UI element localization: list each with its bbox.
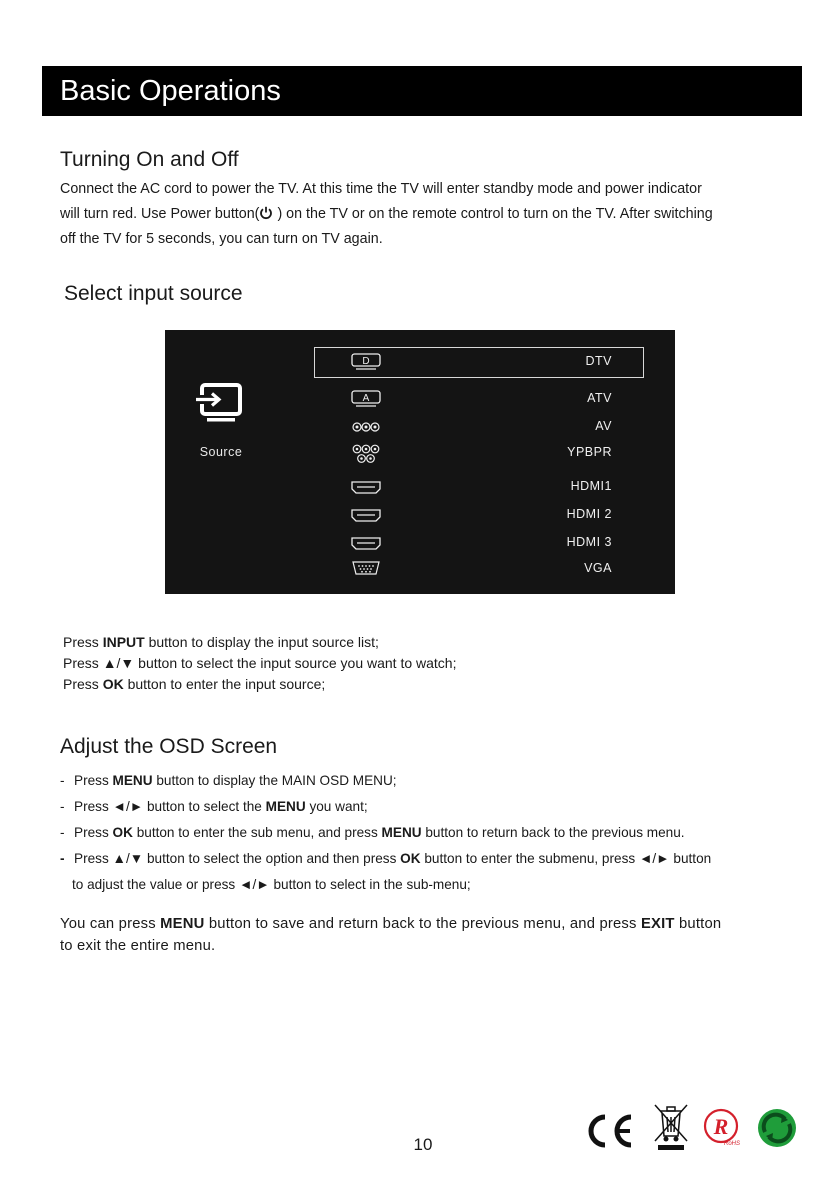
step-key: INPUT [102, 634, 145, 650]
green-dot-icon [755, 1107, 799, 1149]
closing-line-1 [60, 913, 721, 935]
bullet-key: MENU [112, 773, 153, 788]
dtv-icon [350, 352, 382, 372]
turning-paragraph [60, 177, 713, 252]
source-input-icon [193, 382, 249, 426]
step-line-2 [63, 653, 456, 674]
step-key: OK [102, 676, 124, 692]
source-item-dtv[interactable] [315, 352, 645, 372]
step-line-1 [63, 632, 456, 653]
closing-text: button [674, 916, 722, 932]
bullet-dash: - [60, 773, 65, 788]
bullet-key: OK [400, 851, 421, 866]
rohs-text: RoHS [723, 1141, 740, 1147]
osd-bullet-1 [60, 768, 711, 794]
av-icon [350, 417, 382, 437]
closing-text: button to save and return back to the previous menu, and press [204, 916, 641, 932]
source-label: Source [199, 445, 243, 459]
step-text: button to enter the input source; [123, 676, 326, 692]
turning-line-1: Connect the AC cord to power the TV. At this time the TV will enter standby mode and power indicator [60, 181, 702, 197]
bullet-text: button to display the MAIN OSD MENU; [152, 773, 397, 788]
source-item-label: HDMI1 [570, 479, 612, 493]
source-item-label: YPBPR [567, 445, 612, 459]
bullet-text: button to return back to the previous menu. [421, 825, 685, 840]
step-line-3 [63, 674, 456, 695]
source-item-label: VGA [584, 561, 612, 575]
hdmi-icon [350, 477, 382, 497]
osd-bullet-4 [60, 846, 711, 898]
bullet-text: Press [74, 773, 113, 788]
source-item-atv[interactable] [315, 389, 645, 409]
weee-bin-icon [652, 1102, 690, 1152]
osd-heading: Adjust the OSD Screen [60, 735, 278, 758]
source-item-label: HDMI 2 [566, 507, 612, 521]
select-heading: Select input source [64, 282, 243, 305]
osd-instructions [60, 768, 711, 898]
bullet-key: MENU [381, 825, 422, 840]
bullet-dash: - [60, 825, 65, 840]
atv-icon [350, 389, 382, 409]
svg-text:D: D [362, 356, 370, 367]
closing-line-2: to exit the entire menu. [60, 938, 216, 954]
section-header [42, 66, 802, 116]
bullet-text: Press ◄/► button to select the [74, 799, 266, 814]
turning-heading: Turning On and Off [60, 148, 239, 171]
closing-key: MENU [160, 916, 205, 932]
vga-icon [350, 559, 382, 579]
source-item-label: AV [595, 419, 612, 433]
section-title: Basic Operations [60, 75, 281, 107]
input-steps [63, 632, 456, 695]
source-item-label: DTV [585, 354, 612, 368]
rohs-logo-icon [702, 1107, 740, 1147]
bullet-continuation: to adjust the value or press ◄/► button to select in the sub-menu; [72, 877, 471, 892]
turning-line-2 [60, 202, 713, 227]
step-text: Press [63, 676, 103, 692]
step-text: button to display the input source list; [144, 634, 379, 650]
source-item-hdmi1[interactable] [315, 477, 645, 497]
bullet-key: OK [112, 825, 133, 840]
turning-line-2-pre: will turn red. Use Power button( [60, 206, 260, 222]
bullet-dash: - [60, 799, 65, 814]
osd-bullet-2 [60, 794, 711, 820]
svg-text:R: R [713, 1114, 729, 1139]
hdmi-icon [350, 505, 382, 525]
turning-line-3: off the TV for 5 seconds, you can turn on TV again. [60, 231, 383, 247]
step-text: Press [63, 655, 103, 671]
source-item-label: ATV [587, 391, 612, 405]
svg-text:A: A [362, 393, 370, 404]
step-text: ▲/▼ button to select the input source you want to watch; [102, 655, 457, 671]
page-number: 10 [413, 1135, 433, 1154]
step-text: Press [63, 634, 103, 650]
power-icon [259, 206, 273, 220]
source-item-hdmi2[interactable] [315, 505, 645, 525]
bullet-key: MENU [265, 799, 306, 814]
source-item-hdmi3[interactable] [315, 533, 645, 553]
source-item-av[interactable] [315, 417, 645, 437]
hdmi-icon [350, 533, 382, 553]
bullet-text: Press [74, 825, 113, 840]
bullet-text: button to enter the sub menu, and press [132, 825, 382, 840]
closing-key: EXIT [640, 916, 675, 932]
ce-mark-icon [585, 1113, 637, 1149]
turning-line-2-post: ) on the TV or on the remote control to turn on the TV. After switching [277, 206, 713, 222]
osd-bullet-3 [60, 820, 711, 846]
source-item-label: HDMI 3 [566, 535, 612, 549]
bullet-text: button to enter the submenu, press ◄/► button [420, 851, 712, 866]
bullet-text: Press ▲/▼ button to select the option and then press [74, 851, 401, 866]
source-osd-screen [165, 330, 675, 594]
ypbpr-icon [350, 443, 382, 465]
closing-text: You can press [60, 916, 161, 932]
closing-paragraph [60, 913, 721, 957]
source-item-ypbpr[interactable] [315, 443, 645, 465]
bullet-text: you want; [305, 799, 368, 814]
bullet-dash: - [60, 851, 65, 866]
source-item-vga[interactable] [315, 559, 645, 579]
